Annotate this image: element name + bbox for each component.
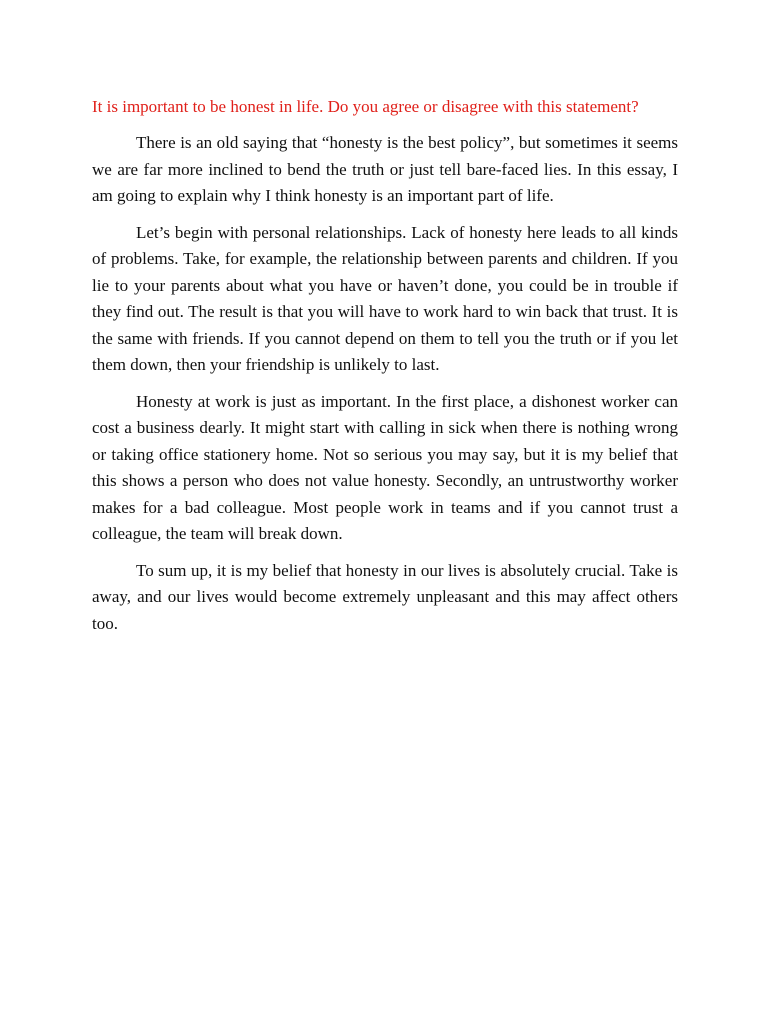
paragraph-conclusion: To sum up, it is my belief that honesty in our lives is absolutely crucial. Take is away, and our lives would become extremely unpleasant and this may affect others too. [92, 560, 678, 633]
paragraph-honesty-at-work: Honesty at work is just as important. In the first place, a dishonest worker can cost a business dearly. It might start with calling in sick when there is nothing wrong or taking office stationery home. Not so serious you may say, but it is my belief that this shows a person who does not value honesty. Secondly, an untrustworthy worker makes for a bad colleague. Most people work in teams and if you cannot trust a colleague, the team will break down. [92, 391, 678, 543]
paragraph-personal-relationships: Let’s begin with personal relationships. Lack of honesty here leads to all kinds of problems. Take, for example, the relationship between parents and children. If you lie to your parents about what you have or haven’t done, you could be in trouble if they find out. The result is that you will have to work hard to win back that trust. It is the same with friends. If you cannot depend on them to tell you the truth or if you let them down, then your friendship is unlikely to last. [92, 222, 678, 374]
paragraph-introduction: There is an old saying that “honesty is the best policy”, but sometimes it seems we are far more inclined to bend the truth or just tell bare-faced lies. In this essay, I am going to explain why I think honesty is an important part of life. [92, 133, 678, 205]
essay-question-title: It is important to be honest in life. Do you agree or disagree with this statement? [92, 97, 639, 116]
